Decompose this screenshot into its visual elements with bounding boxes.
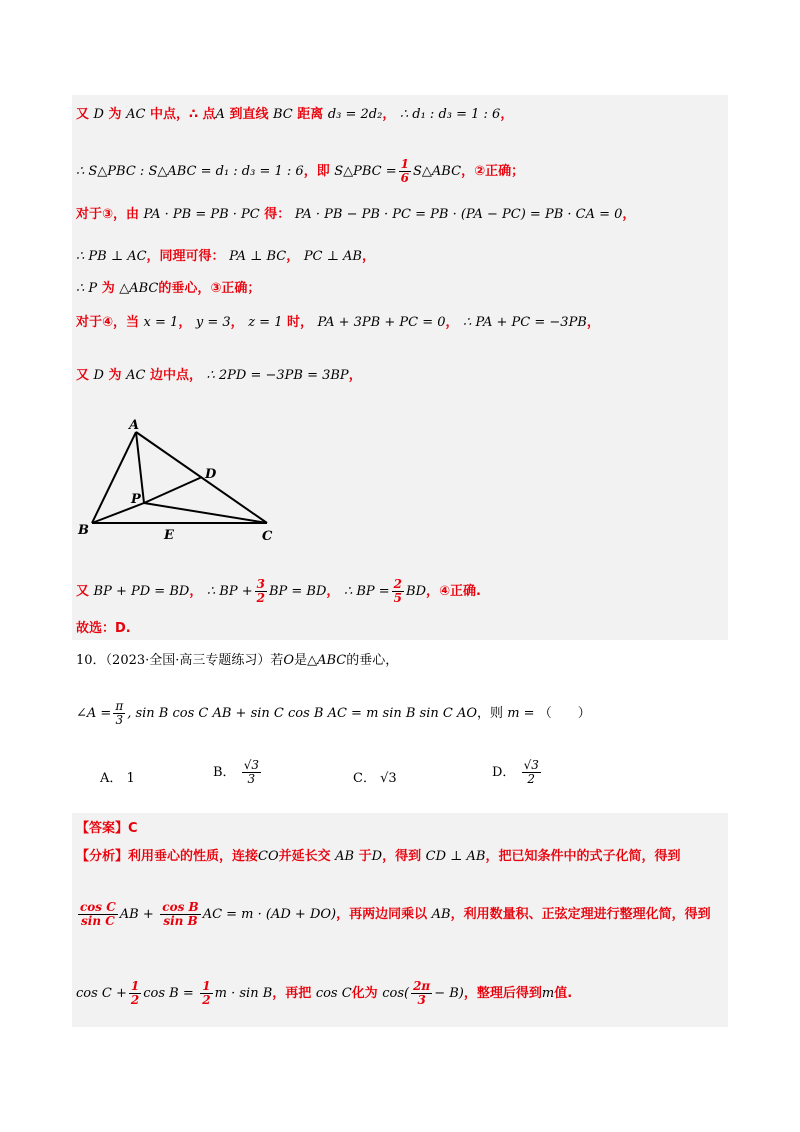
solution-line-3: 对于③，由 PA · PB = PB · PC 得： PA · PB − PB · PC = PB · (PA − PC) = PB · CA = 0， bbox=[76, 207, 636, 222]
answer-label: 【答案】C bbox=[76, 821, 138, 836]
solution-line-6: 对于④，当 x = 1， y = 3， z = 1 时， PA + 3PB + PC = 0， ∴ PA + PC = −3PB， bbox=[76, 315, 600, 330]
fraction: $\frac{√3}{2}$ bbox=[523, 758, 539, 786]
analysis-line-3: cos C + $\frac{1}{2}$ cos B = $\frac{1}{2}$ m · sin B，再把 cos C化为 cos( $\frac{2\pi}{3}$ − B)，整理后得到m值. bbox=[76, 979, 573, 1007]
solution-line-7: 又 D 为 AC 边中点， ∴ 2PD = −3PB = 3BP， bbox=[76, 368, 362, 383]
label-e: E bbox=[164, 528, 174, 543]
label-d: D bbox=[205, 467, 217, 482]
fraction: $\frac{\pi}{3}$ bbox=[115, 699, 124, 727]
question-10-equation: ∠A = $\frac{\pi}{3}$ , sin B cos C AB + sin C cos B AC = m sin B sin C AO，则 m = （ ） bbox=[76, 699, 591, 727]
triangle-figure bbox=[72, 415, 292, 550]
segment-pc bbox=[144, 503, 267, 523]
fraction: $\frac{1}{2}$ bbox=[130, 979, 140, 1007]
solution-line-5: ∴ P 为 △ABC的垂心，③正确； bbox=[76, 281, 261, 296]
label-p: P bbox=[131, 492, 141, 507]
analysis-line-2: $\frac{\text{cos C}}{\text{sin C}}$ AB + $\frac{\text{cos B}}{\text{sin B}}$ AC = m · (AD + DO)，再两边同乘以 AB，利用数量积、正弦定理进行整理化简，得到 bbox=[80, 900, 711, 928]
fraction: $\frac{1}{6}$ bbox=[400, 157, 410, 185]
question-10-header: 10．（2023·全国·高三专题练习）若O是△ABC的垂心， bbox=[76, 653, 399, 668]
solution-line-1: 又 D 为 AC 中点，∴ 点A 到直线 BC 距离 d₃ = 2d₂， ∴ d₁ : d₃ = 1 : 6， bbox=[76, 107, 514, 122]
segment-pd bbox=[144, 477, 202, 503]
option-c[interactable]: C． √3 bbox=[353, 771, 397, 786]
label-b: B bbox=[78, 523, 89, 538]
fraction: $\frac{\text{cos C}}{\text{sin C}}$ bbox=[80, 900, 116, 928]
solution-conclusion: 故选：D. bbox=[76, 621, 131, 636]
solution-line-4: ∴ PB ⊥ AC，同理可得： PA ⊥ BC， PC ⊥ AB， bbox=[76, 249, 375, 264]
fraction: $\frac{2}{5}$ bbox=[393, 577, 403, 605]
label-c: C bbox=[262, 529, 273, 544]
fraction: $\frac{1}{2}$ bbox=[202, 979, 211, 1007]
option-a[interactable]: A． 1 bbox=[100, 771, 135, 786]
fraction: $\frac{√3}{3}$ bbox=[243, 758, 259, 786]
fraction: $\frac{2\pi}{3}$ bbox=[413, 979, 431, 1007]
fraction: $\frac{\text{cos B}}{\text{sin B}}$ bbox=[162, 900, 199, 928]
solution-line-8: 又 BP + PD = BD， ∴ BP + $\frac{3}{2}$ BP = BD， ∴ BP = $\frac{2}{5}$ BD，④正确. bbox=[76, 577, 481, 605]
option-b[interactable]: B． $\frac{√3}{3}$ bbox=[213, 758, 259, 786]
solution-line-2: ∴ S△PBC : S△ABC = d₁ : d₃ = 1 : 6，即 S△PBC = $\frac{1}{6}$ S△ABC，②正确； bbox=[76, 157, 525, 185]
options bbox=[100, 752, 700, 792]
fraction: $\frac{3}{2}$ bbox=[256, 577, 265, 605]
label-a: A bbox=[129, 418, 140, 433]
option-d[interactable]: D． $\frac{√3}{2}$ bbox=[492, 758, 539, 786]
analysis-line-1: 【分析】利用垂心的性质，连接CO并延长交 AB 于D，得到 CD ⊥ AB，把已知条件中的式子化简，得到 bbox=[76, 849, 681, 864]
